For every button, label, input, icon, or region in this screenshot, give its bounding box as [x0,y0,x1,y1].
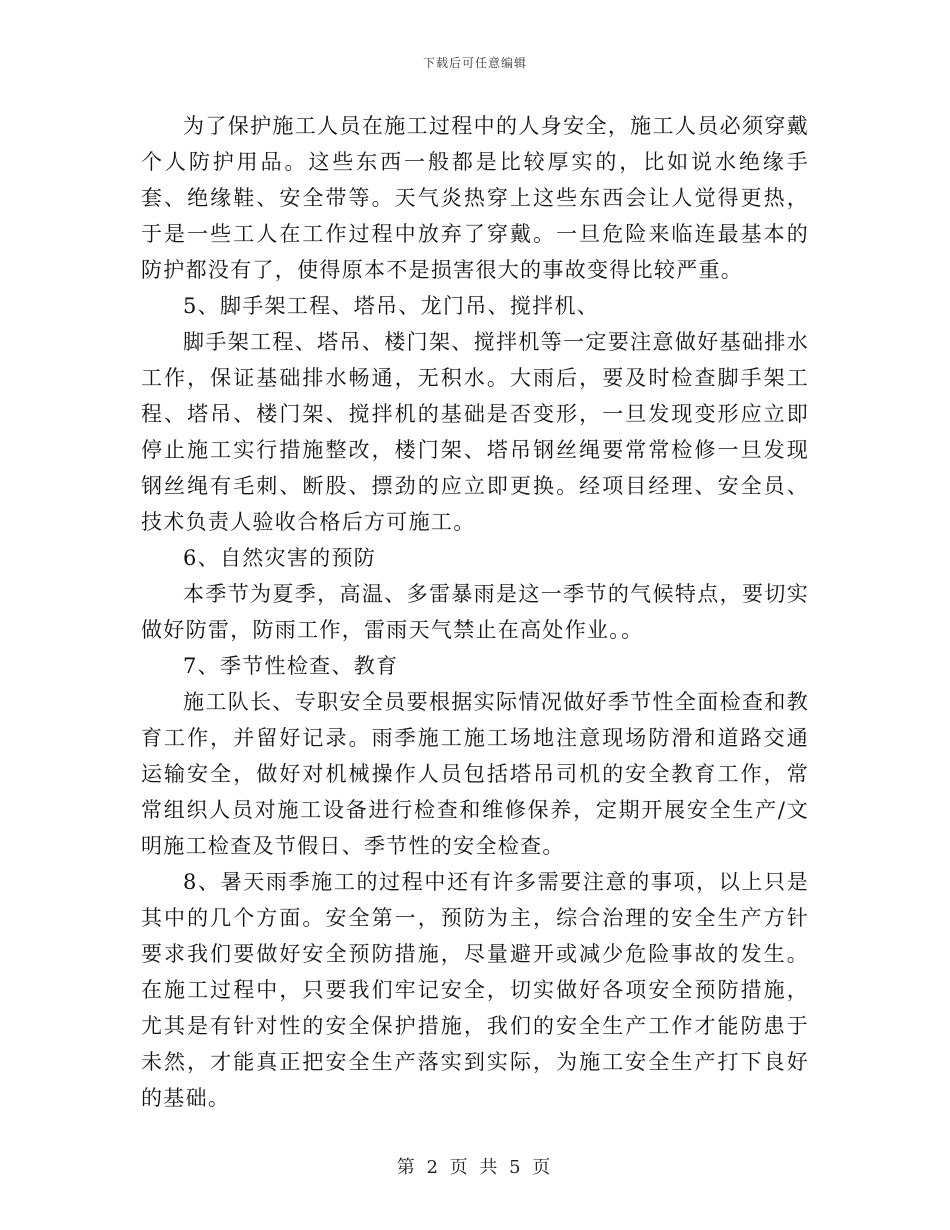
paragraph-scaffolding: 脚手架工程、塔吊、楼门架、搅拌机等一定要注意做好基础排水工作，保证基础排水畅通，无积水。大雨后，要及时检查脚手架工程、塔吊、楼门架、搅拌机的基础是否变形，一旦发现变形应立即停止施工实行措施整改，楼门架、塔吊钢丝绳要常常检修一旦发现钢丝绳有毛刺、断股、摽劲的应立即更换。经项目经理、安全员、技术负责人验收合格后方可施工。 [141,330,809,534]
section-heading-seasonal-inspection: 7、季节性检查、教育 [183,654,399,678]
document-body [141,108,809,1116]
paragraph-personal-protection: 为了保护施工人员在施工过程中的人身安全，施工人员必须穿戴个人防护用品。这些东西一般都是比较厚实的，比如说水绝缘手套、绝缘鞋、安全带等。天气炎热穿上这些东西会让人觉得更热，于是一些工人在工作过程中放弃了穿戴。一旦危险来临连最基本的防护都没有了，使得原本不是损害很大的事故变得比较严重。 [141,114,809,282]
paragraph-seasonal-inspection: 施工队长、专职安全员要根据实际情况做好季节性全面检查和教育工作，并留好记录。雨季施工施工场地注意现场防滑和道路交通运输安全，做好对机械操作人员包括塔吊司机的安全教育工作，常常组织人员对施工设备进行检查和维修保养，定期开展安全生产/文明施工检查及节假日、季节性的安全检查。 [141,690,809,858]
page-header: 下载后可任意编辑 [422,56,527,70]
paragraph-natural-disasters: 本季节为夏季，高温、多雷暴雨是这一季节的气候特点，要切实做好防雷，防雨工作，雷雨天气禁止在高处作业。。 [141,582,809,642]
section-heading-natural-disasters: 6、自然灾害的预防 [183,546,377,570]
section-heading-scaffolding: 5、脚手架工程、塔吊、龙门吊、搅拌机、 [183,294,600,318]
page-number-footer: 第 2 页 共 5 页 [396,1157,554,1178]
paragraph-summer-rainy-season: 8、暑天雨季施工的过程中还有许多需要注意的事项，以上只是其中的几个方面。安全第一，预防为主，综合治理的安全生产方针要求我们要做好安全预防措施，尽量避开或减少危险事故的发生。在施工过程中，只要我们牢记安全，切实做好各项安全预防措施，尤其是有针对性的安全保护措施，我们的安全生产工作才能防患于未然，才能真正把安全生产落实到实际，为施工安全生产打下良好的基础。 [141,870,809,1110]
